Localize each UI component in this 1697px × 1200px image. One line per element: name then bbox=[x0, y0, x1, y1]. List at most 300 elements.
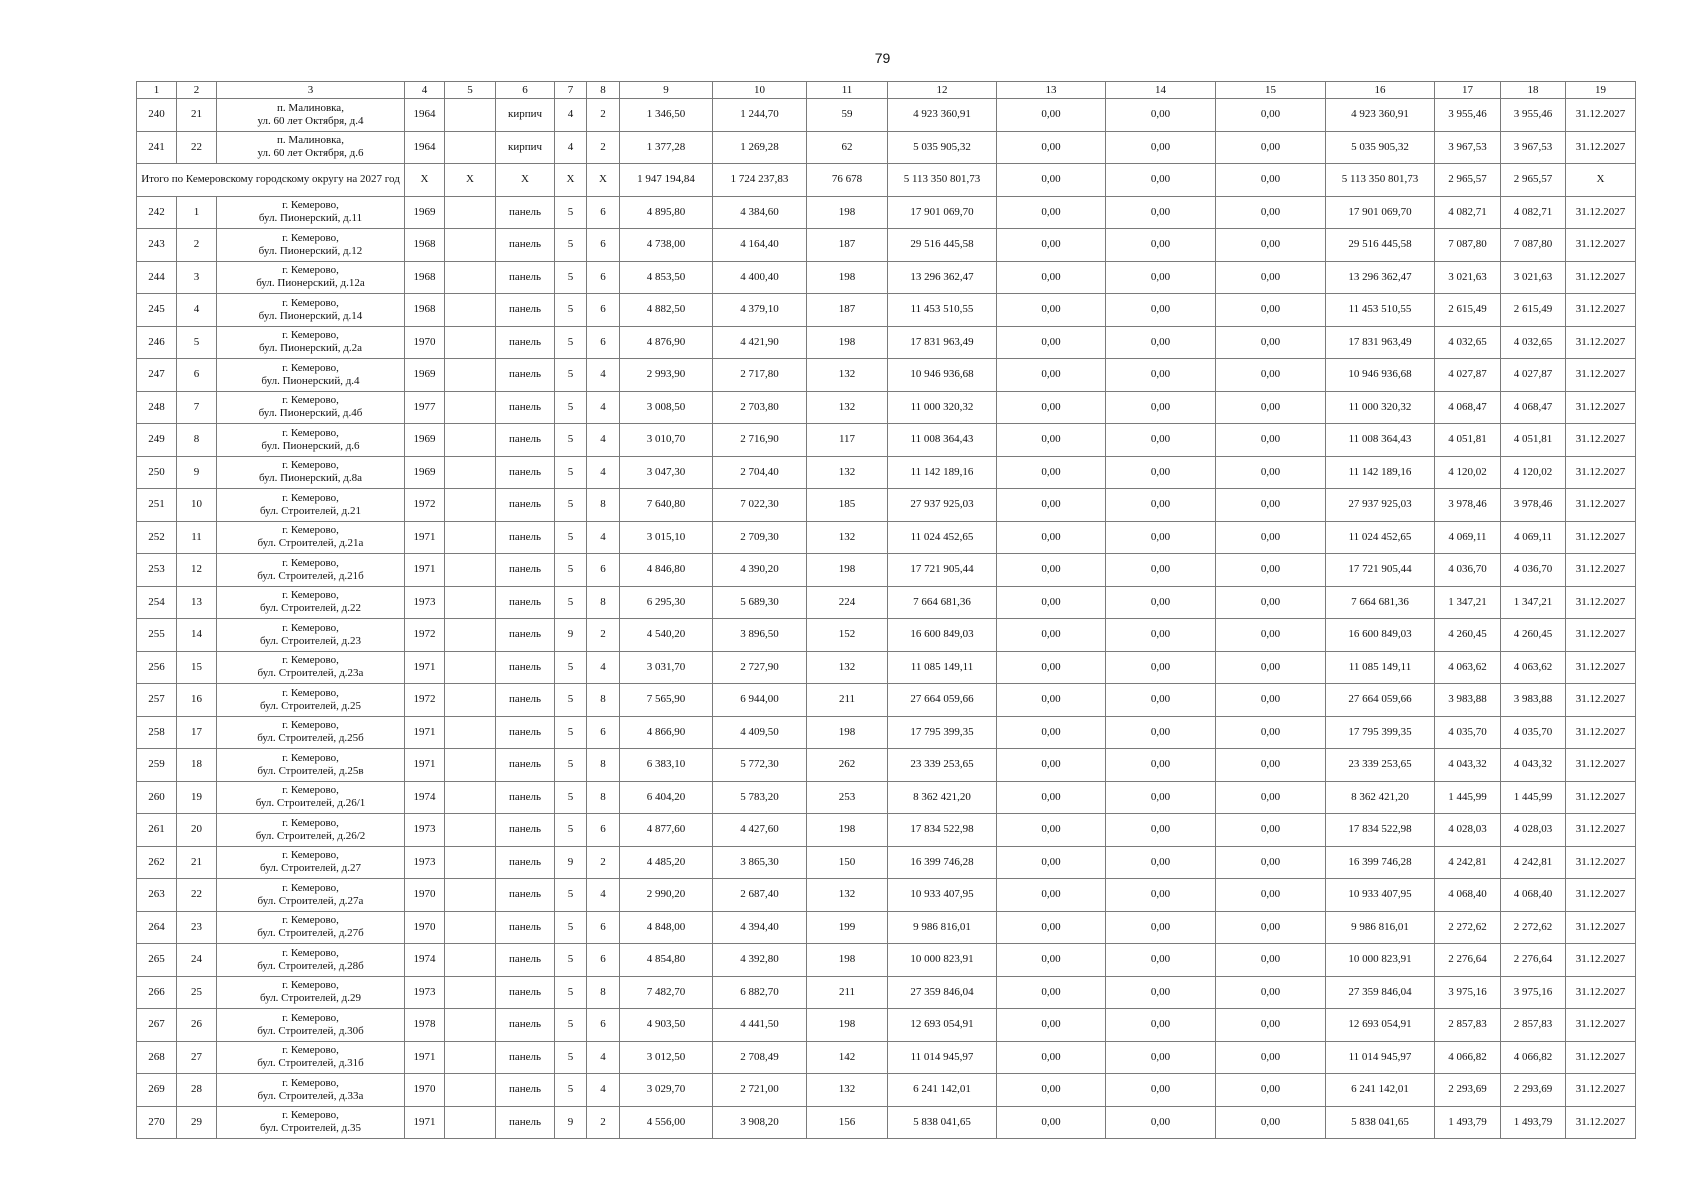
cell-col-16: 17 834 522,98 bbox=[1326, 814, 1435, 847]
cell-col-16: 12 693 054,91 bbox=[1326, 1009, 1435, 1042]
address-cell bbox=[217, 911, 405, 944]
row-number: 262 bbox=[137, 846, 177, 879]
living-area: 3 908,20 bbox=[713, 1106, 807, 1139]
row-sub-number: 14 bbox=[177, 619, 217, 652]
total-cost: 27 664 059,66 bbox=[888, 684, 997, 717]
cell-col-5 bbox=[445, 651, 496, 684]
total-area: 4 853,50 bbox=[620, 261, 713, 294]
completion-date: 31.12.2027 bbox=[1566, 944, 1636, 977]
row-sub-number: 8 bbox=[177, 424, 217, 457]
page-number: 79 bbox=[874, 50, 891, 66]
cell-col-15: 0,00 bbox=[1216, 489, 1326, 522]
cell-col-14: 0,00 bbox=[1106, 261, 1216, 294]
entrances: 8 bbox=[587, 684, 620, 717]
floors: 5 bbox=[555, 521, 587, 554]
limit-per-sqm: 3 021,63 bbox=[1501, 261, 1566, 294]
floors: 5 bbox=[555, 489, 587, 522]
total-area: 3 010,70 bbox=[620, 424, 713, 457]
entrances: 6 bbox=[587, 1009, 620, 1042]
row-number: 245 bbox=[137, 294, 177, 327]
wall-material: панель bbox=[496, 424, 555, 457]
total-c6: X bbox=[496, 164, 555, 197]
address-street: бул. Строителей, д.25в bbox=[257, 764, 364, 777]
completion-date: 31.12.2027 bbox=[1566, 326, 1636, 359]
cell-col-13: 0,00 bbox=[997, 391, 1106, 424]
cell-col-15: 0,00 bbox=[1216, 131, 1326, 164]
total-c14: 0,00 bbox=[1106, 164, 1216, 197]
address-cell bbox=[217, 261, 405, 294]
cost-per-sqm: 2 857,83 bbox=[1435, 1009, 1501, 1042]
cell-col-15: 0,00 bbox=[1216, 944, 1326, 977]
table-row bbox=[137, 944, 1636, 977]
table-row bbox=[137, 1106, 1636, 1139]
cell-col-5 bbox=[445, 944, 496, 977]
total-cost: 9 986 816,01 bbox=[888, 911, 997, 944]
limit-per-sqm: 4 043,32 bbox=[1501, 749, 1566, 782]
address-cell bbox=[217, 846, 405, 879]
floors: 5 bbox=[555, 359, 587, 392]
column-header: 12 bbox=[888, 82, 997, 99]
address-locality: г. Кемерово, bbox=[282, 459, 339, 472]
total-area: 7 482,70 bbox=[620, 976, 713, 1009]
cell-col-15: 0,00 bbox=[1216, 651, 1326, 684]
wall-material: панель bbox=[496, 911, 555, 944]
address-locality: г. Кемерово, bbox=[282, 881, 339, 894]
living-area: 2 717,80 bbox=[713, 359, 807, 392]
address-locality: г. Кемерово, bbox=[282, 621, 339, 634]
cell-col-13: 0,00 bbox=[997, 781, 1106, 814]
entrances: 4 bbox=[587, 521, 620, 554]
row-number: 244 bbox=[137, 261, 177, 294]
limit-per-sqm: 3 975,16 bbox=[1501, 976, 1566, 1009]
cell-col-14: 0,00 bbox=[1106, 879, 1216, 912]
total-cost: 8 362 421,20 bbox=[888, 781, 997, 814]
cell-col-16: 27 359 846,04 bbox=[1326, 976, 1435, 1009]
entrances: 6 bbox=[587, 944, 620, 977]
column-header: 3 bbox=[217, 82, 405, 99]
row-sub-number: 9 bbox=[177, 456, 217, 489]
table-row bbox=[137, 99, 1636, 132]
address-locality: г. Кемерово, bbox=[282, 816, 339, 829]
limit-per-sqm: 4 066,82 bbox=[1501, 1041, 1566, 1074]
total-area: 4 485,20 bbox=[620, 846, 713, 879]
row-number: 261 bbox=[137, 814, 177, 847]
row-number: 269 bbox=[137, 1074, 177, 1107]
build-year: 1968 bbox=[405, 229, 445, 262]
cell-col-16: 17 721 905,44 bbox=[1326, 554, 1435, 587]
row-number: 259 bbox=[137, 749, 177, 782]
cell-col-14: 0,00 bbox=[1106, 651, 1216, 684]
column-header: 7 bbox=[555, 82, 587, 99]
cost-per-sqm: 3 983,88 bbox=[1435, 684, 1501, 717]
total-area: 3 008,50 bbox=[620, 391, 713, 424]
cell-col-16: 27 664 059,66 bbox=[1326, 684, 1435, 717]
living-area: 6 882,70 bbox=[713, 976, 807, 1009]
address-street: бул. Строителей, д.27 bbox=[260, 862, 361, 875]
cell-col-5 bbox=[445, 99, 496, 132]
column-header: 15 bbox=[1216, 82, 1326, 99]
build-year: 1972 bbox=[405, 684, 445, 717]
total-row bbox=[137, 164, 1636, 197]
row-sub-number: 4 bbox=[177, 294, 217, 327]
cell-col-5 bbox=[445, 976, 496, 1009]
cell-col-5 bbox=[445, 1074, 496, 1107]
build-year: 1973 bbox=[405, 976, 445, 1009]
residents: 262 bbox=[807, 749, 888, 782]
cell-col-16: 5 035 905,32 bbox=[1326, 131, 1435, 164]
build-year: 1971 bbox=[405, 554, 445, 587]
cell-col-15: 0,00 bbox=[1216, 196, 1326, 229]
table-row bbox=[137, 326, 1636, 359]
table-row bbox=[137, 554, 1636, 587]
cell-col-14: 0,00 bbox=[1106, 846, 1216, 879]
table-row bbox=[137, 1041, 1636, 1074]
living-area: 2 727,90 bbox=[713, 651, 807, 684]
residents: 156 bbox=[807, 1106, 888, 1139]
address-locality: г. Кемерово, bbox=[282, 491, 339, 504]
address-locality: г. Кемерово, bbox=[282, 231, 339, 244]
living-area: 2 687,40 bbox=[713, 879, 807, 912]
row-sub-number: 12 bbox=[177, 554, 217, 587]
residents: 132 bbox=[807, 651, 888, 684]
entrances: 4 bbox=[587, 879, 620, 912]
wall-material: панель bbox=[496, 326, 555, 359]
total-area: 4 846,80 bbox=[620, 554, 713, 587]
total-cost: 5 838 041,65 bbox=[888, 1106, 997, 1139]
total-c19: X bbox=[1566, 164, 1636, 197]
cell-col-13: 0,00 bbox=[997, 554, 1106, 587]
residents: 132 bbox=[807, 391, 888, 424]
column-header: 1 bbox=[137, 82, 177, 99]
completion-date: 31.12.2027 bbox=[1566, 976, 1636, 1009]
limit-per-sqm: 4 036,70 bbox=[1501, 554, 1566, 587]
cell-col-13: 0,00 bbox=[997, 1074, 1106, 1107]
total-c7: X bbox=[555, 164, 587, 197]
floors: 5 bbox=[555, 586, 587, 619]
column-header: 13 bbox=[997, 82, 1106, 99]
cell-col-16: 5 838 041,65 bbox=[1326, 1106, 1435, 1139]
total-c13: 0,00 bbox=[997, 164, 1106, 197]
build-year: 1969 bbox=[405, 456, 445, 489]
address-locality: г. Кемерово, bbox=[282, 589, 339, 602]
wall-material: панель bbox=[496, 456, 555, 489]
cell-col-14: 0,00 bbox=[1106, 1009, 1216, 1042]
cost-per-sqm: 7 087,80 bbox=[1435, 229, 1501, 262]
entrances: 4 bbox=[587, 424, 620, 457]
entrances: 4 bbox=[587, 391, 620, 424]
cost-per-sqm: 2 615,49 bbox=[1435, 294, 1501, 327]
row-sub-number: 25 bbox=[177, 976, 217, 1009]
build-year: 1968 bbox=[405, 261, 445, 294]
residents: 132 bbox=[807, 521, 888, 554]
cell-col-14: 0,00 bbox=[1106, 814, 1216, 847]
cost-per-sqm: 4 242,81 bbox=[1435, 846, 1501, 879]
entrances: 4 bbox=[587, 1074, 620, 1107]
cost-per-sqm: 4 066,82 bbox=[1435, 1041, 1501, 1074]
row-number: 249 bbox=[137, 424, 177, 457]
floors: 5 bbox=[555, 1041, 587, 1074]
cell-col-13: 0,00 bbox=[997, 489, 1106, 522]
cost-per-sqm: 3 955,46 bbox=[1435, 99, 1501, 132]
cell-col-13: 0,00 bbox=[997, 1009, 1106, 1042]
cell-col-16: 11 000 320,32 bbox=[1326, 391, 1435, 424]
cell-col-16: 27 937 925,03 bbox=[1326, 489, 1435, 522]
address-locality: г. Кемерово, bbox=[282, 751, 339, 764]
limit-per-sqm: 1 493,79 bbox=[1501, 1106, 1566, 1139]
living-area: 4 392,80 bbox=[713, 944, 807, 977]
cell-col-14: 0,00 bbox=[1106, 781, 1216, 814]
floors: 9 bbox=[555, 1106, 587, 1139]
wall-material: панель bbox=[496, 651, 555, 684]
residents: 142 bbox=[807, 1041, 888, 1074]
total-area: 3 012,50 bbox=[620, 1041, 713, 1074]
address-cell bbox=[217, 131, 405, 164]
cost-per-sqm: 4 063,62 bbox=[1435, 651, 1501, 684]
cell-col-13: 0,00 bbox=[997, 976, 1106, 1009]
total-cost: 17 721 905,44 bbox=[888, 554, 997, 587]
completion-date: 31.12.2027 bbox=[1566, 1074, 1636, 1107]
floors: 4 bbox=[555, 131, 587, 164]
row-number: 241 bbox=[137, 131, 177, 164]
cell-col-14: 0,00 bbox=[1106, 196, 1216, 229]
address-cell bbox=[217, 814, 405, 847]
total-label: Итого по Кемеровскому городскому округу на 2027 год bbox=[137, 164, 405, 197]
table-row bbox=[137, 781, 1636, 814]
total-cost: 11 085 149,11 bbox=[888, 651, 997, 684]
row-sub-number: 3 bbox=[177, 261, 217, 294]
total-area: 4 877,60 bbox=[620, 814, 713, 847]
completion-date: 31.12.2027 bbox=[1566, 196, 1636, 229]
cell-col-15: 0,00 bbox=[1216, 911, 1326, 944]
address-locality: г. Кемерово, bbox=[282, 1044, 339, 1057]
column-header: 16 bbox=[1326, 82, 1435, 99]
living-area: 5 689,30 bbox=[713, 586, 807, 619]
row-number: 260 bbox=[137, 781, 177, 814]
cell-col-14: 0,00 bbox=[1106, 684, 1216, 717]
cell-col-14: 0,00 bbox=[1106, 489, 1216, 522]
floors: 4 bbox=[555, 99, 587, 132]
address-street: бул. Пионерский, д.2а bbox=[258, 342, 362, 355]
residents: 253 bbox=[807, 781, 888, 814]
address-cell bbox=[217, 424, 405, 457]
cell-col-13: 0,00 bbox=[997, 131, 1106, 164]
wall-material: кирпич bbox=[496, 99, 555, 132]
completion-date: 31.12.2027 bbox=[1566, 781, 1636, 814]
address-locality: г. Кемерово, bbox=[282, 329, 339, 342]
build-year: 1971 bbox=[405, 651, 445, 684]
address-street: бул. Строителей, д.30б bbox=[257, 1024, 364, 1037]
cell-col-16: 11 024 452,65 bbox=[1326, 521, 1435, 554]
cell-col-15: 0,00 bbox=[1216, 684, 1326, 717]
total-c15: 0,00 bbox=[1216, 164, 1326, 197]
row-sub-number: 5 bbox=[177, 326, 217, 359]
address-cell bbox=[217, 229, 405, 262]
completion-date: 31.12.2027 bbox=[1566, 1009, 1636, 1042]
total-c4: X bbox=[405, 164, 445, 197]
living-area: 4 427,60 bbox=[713, 814, 807, 847]
row-number: 254 bbox=[137, 586, 177, 619]
entrances: 2 bbox=[587, 846, 620, 879]
row-number: 270 bbox=[137, 1106, 177, 1139]
address-cell bbox=[217, 651, 405, 684]
cell-col-13: 0,00 bbox=[997, 716, 1106, 749]
limit-per-sqm: 4 082,71 bbox=[1501, 196, 1566, 229]
column-header: 17 bbox=[1435, 82, 1501, 99]
total-cost: 17 831 963,49 bbox=[888, 326, 997, 359]
build-year: 1973 bbox=[405, 846, 445, 879]
total-area: 4 866,90 bbox=[620, 716, 713, 749]
completion-date: 31.12.2027 bbox=[1566, 99, 1636, 132]
build-year: 1970 bbox=[405, 1074, 445, 1107]
cell-col-16: 11 085 149,11 bbox=[1326, 651, 1435, 684]
cell-col-14: 0,00 bbox=[1106, 749, 1216, 782]
address-cell bbox=[217, 976, 405, 1009]
address-street: бул. Строителей, д.28б bbox=[257, 959, 364, 972]
address-locality: г. Кемерово, bbox=[282, 1011, 339, 1024]
table-row bbox=[137, 814, 1636, 847]
wall-material: панель bbox=[496, 1009, 555, 1042]
cell-col-15: 0,00 bbox=[1216, 1106, 1326, 1139]
entrances: 2 bbox=[587, 131, 620, 164]
address-street: ул. 60 лет Октября, д.6 bbox=[257, 147, 364, 160]
completion-date: 31.12.2027 bbox=[1566, 391, 1636, 424]
limit-per-sqm: 2 293,69 bbox=[1501, 1074, 1566, 1107]
floors: 5 bbox=[555, 911, 587, 944]
total-area: 4 876,90 bbox=[620, 326, 713, 359]
address-locality: г. Кемерово, bbox=[282, 426, 339, 439]
floors: 5 bbox=[555, 261, 587, 294]
cell-col-15: 0,00 bbox=[1216, 619, 1326, 652]
total-area: 6 295,30 bbox=[620, 586, 713, 619]
build-year: 1974 bbox=[405, 781, 445, 814]
limit-per-sqm: 4 051,81 bbox=[1501, 424, 1566, 457]
floors: 5 bbox=[555, 716, 587, 749]
residents: 132 bbox=[807, 879, 888, 912]
cell-col-15: 0,00 bbox=[1216, 749, 1326, 782]
table-row bbox=[137, 619, 1636, 652]
cell-col-14: 0,00 bbox=[1106, 326, 1216, 359]
cost-per-sqm: 4 260,45 bbox=[1435, 619, 1501, 652]
column-header: 8 bbox=[587, 82, 620, 99]
total-cost: 10 000 823,91 bbox=[888, 944, 997, 977]
completion-date: 31.12.2027 bbox=[1566, 1106, 1636, 1139]
cell-col-15: 0,00 bbox=[1216, 1009, 1326, 1042]
cell-col-13: 0,00 bbox=[997, 879, 1106, 912]
address-locality: г. Кемерово, bbox=[282, 524, 339, 537]
row-number: 257 bbox=[137, 684, 177, 717]
address-cell bbox=[217, 586, 405, 619]
cell-col-15: 0,00 bbox=[1216, 99, 1326, 132]
row-sub-number: 26 bbox=[177, 1009, 217, 1042]
address-street: бул. Пионерский, д.12 bbox=[258, 244, 363, 257]
column-header: 18 bbox=[1501, 82, 1566, 99]
cell-col-5 bbox=[445, 326, 496, 359]
build-year: 1969 bbox=[405, 359, 445, 392]
completion-date: 31.12.2027 bbox=[1566, 521, 1636, 554]
row-number: 248 bbox=[137, 391, 177, 424]
cell-col-15: 0,00 bbox=[1216, 294, 1326, 327]
floors: 5 bbox=[555, 391, 587, 424]
row-sub-number: 1 bbox=[177, 196, 217, 229]
cost-per-sqm: 1 445,99 bbox=[1435, 781, 1501, 814]
limit-per-sqm: 2 857,83 bbox=[1501, 1009, 1566, 1042]
total-cost: 17 834 522,98 bbox=[888, 814, 997, 847]
limit-per-sqm: 3 978,46 bbox=[1501, 489, 1566, 522]
living-area: 2 703,80 bbox=[713, 391, 807, 424]
address-street: бул. Строителей, д.22 bbox=[260, 602, 361, 615]
floors: 5 bbox=[555, 326, 587, 359]
table-row bbox=[137, 1009, 1636, 1042]
address-street: бул. Пионерский, д.6 bbox=[261, 439, 360, 452]
total-area: 4 556,00 bbox=[620, 1106, 713, 1139]
total-cost: 29 516 445,58 bbox=[888, 229, 997, 262]
cell-col-13: 0,00 bbox=[997, 586, 1106, 619]
cell-col-16: 4 923 360,91 bbox=[1326, 99, 1435, 132]
cell-col-14: 0,00 bbox=[1106, 229, 1216, 262]
address-locality: г. Кемерово, bbox=[282, 686, 339, 699]
build-year: 1971 bbox=[405, 1041, 445, 1074]
total-cost: 6 241 142,01 bbox=[888, 1074, 997, 1107]
entrances: 4 bbox=[587, 359, 620, 392]
total-area: 4 882,50 bbox=[620, 294, 713, 327]
wall-material: панель bbox=[496, 196, 555, 229]
address-street: бул. Строителей, д.29 bbox=[260, 992, 361, 1005]
address-locality: г. Кемерово, bbox=[282, 784, 339, 797]
wall-material: панель bbox=[496, 749, 555, 782]
cell-col-5 bbox=[445, 911, 496, 944]
living-area: 1 269,28 bbox=[713, 131, 807, 164]
limit-per-sqm: 1 445,99 bbox=[1501, 781, 1566, 814]
residents: 224 bbox=[807, 586, 888, 619]
address-cell bbox=[217, 944, 405, 977]
entrances: 6 bbox=[587, 716, 620, 749]
row-sub-number: 21 bbox=[177, 99, 217, 132]
completion-date: 31.12.2027 bbox=[1566, 651, 1636, 684]
cell-col-15: 0,00 bbox=[1216, 424, 1326, 457]
cell-col-14: 0,00 bbox=[1106, 131, 1216, 164]
cell-col-13: 0,00 bbox=[997, 651, 1106, 684]
cell-col-16: 10 933 407,95 bbox=[1326, 879, 1435, 912]
limit-per-sqm: 7 087,80 bbox=[1501, 229, 1566, 262]
row-number: 247 bbox=[137, 359, 177, 392]
residents: 198 bbox=[807, 554, 888, 587]
cell-col-13: 0,00 bbox=[997, 294, 1106, 327]
row-sub-number: 11 bbox=[177, 521, 217, 554]
column-header: 10 bbox=[713, 82, 807, 99]
living-area: 3 896,50 bbox=[713, 619, 807, 652]
address-locality: г. Кемерово, bbox=[282, 849, 339, 862]
completion-date: 31.12.2027 bbox=[1566, 554, 1636, 587]
residents: 199 bbox=[807, 911, 888, 944]
total-cost: 27 937 925,03 bbox=[888, 489, 997, 522]
residents: 198 bbox=[807, 814, 888, 847]
address-locality: г. Кемерово, bbox=[282, 199, 339, 212]
table-body bbox=[137, 99, 1636, 1139]
address-cell bbox=[217, 619, 405, 652]
entrances: 8 bbox=[587, 489, 620, 522]
build-year: 1977 bbox=[405, 391, 445, 424]
address-locality: п. Малиновка, bbox=[277, 101, 344, 114]
total-area: 7 640,80 bbox=[620, 489, 713, 522]
wall-material: панель bbox=[496, 1074, 555, 1107]
cell-col-13: 0,00 bbox=[997, 684, 1106, 717]
cell-col-5 bbox=[445, 359, 496, 392]
cell-col-16: 16 399 746,28 bbox=[1326, 846, 1435, 879]
cell-col-13: 0,00 bbox=[997, 99, 1106, 132]
completion-date: 31.12.2027 bbox=[1566, 1041, 1636, 1074]
column-header: 19 bbox=[1566, 82, 1636, 99]
cell-col-13: 0,00 bbox=[997, 749, 1106, 782]
